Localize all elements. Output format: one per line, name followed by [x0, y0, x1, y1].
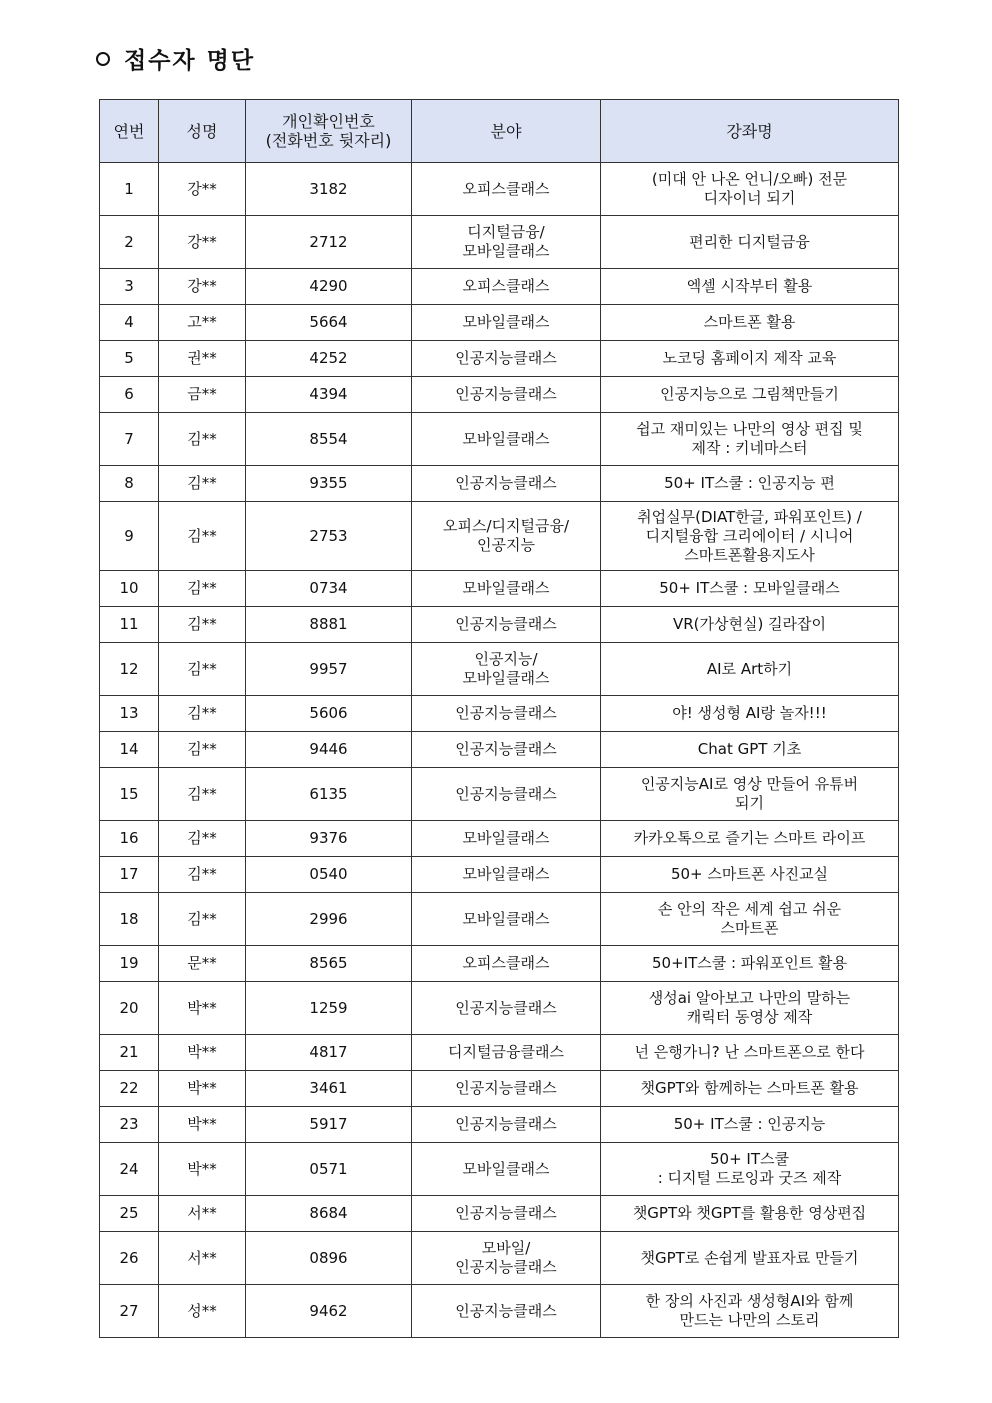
cell-field: 모바일클래스 — [412, 821, 601, 857]
cell-course: VR(가상현실) 길라잡이 — [601, 607, 899, 643]
cell-field: 모바일클래스 — [412, 305, 601, 341]
cell-code: 6135 — [246, 768, 412, 821]
cell-no: 7 — [100, 413, 159, 466]
cell-field: 인공지능클래스 — [412, 607, 601, 643]
cell-course: 한 장의 사진과 생성형AI와 함께 만드는 나만의 스토리 — [601, 1285, 899, 1338]
cell-name: 성** — [159, 1285, 246, 1338]
cell-field: 모바일클래스 — [412, 857, 601, 893]
cell-code: 3461 — [246, 1071, 412, 1107]
table-header-row — [100, 100, 899, 163]
cell-code: 8881 — [246, 607, 412, 643]
cell-code: 2712 — [246, 216, 412, 269]
cell-course: 카카오톡으로 즐기는 스마트 라이프 — [601, 821, 899, 857]
cell-course: 손 안의 작은 세계 쉽고 쉬운 스마트폰 — [601, 893, 899, 946]
cell-no: 16 — [100, 821, 159, 857]
cell-course: (미대 안 나온 언니/오빠) 전문 디자이너 되기 — [601, 163, 899, 216]
cell-name: 박** — [159, 1143, 246, 1196]
cell-no: 18 — [100, 893, 159, 946]
cell-course: 챗GPT로 손쉽게 발표자료 만들기 — [601, 1232, 899, 1285]
table-row — [100, 571, 899, 607]
cell-course: AI로 Art하기 — [601, 643, 899, 696]
table-row — [100, 696, 899, 732]
cell-no: 12 — [100, 643, 159, 696]
header-no: 연번 — [100, 100, 159, 163]
cell-field: 오피스/디지털금융/ 인공지능 — [412, 502, 601, 571]
cell-field: 인공지능클래스 — [412, 1107, 601, 1143]
cell-no: 20 — [100, 982, 159, 1035]
cell-name: 고** — [159, 305, 246, 341]
header-course: 강좌명 — [601, 100, 899, 163]
cell-name: 김** — [159, 768, 246, 821]
cell-code: 8565 — [246, 946, 412, 982]
cell-name: 박** — [159, 1071, 246, 1107]
circle-bullet-icon — [96, 52, 110, 66]
cell-code: 5917 — [246, 1107, 412, 1143]
table-row — [100, 1196, 899, 1232]
cell-code: 9462 — [246, 1285, 412, 1338]
cell-name: 김** — [159, 893, 246, 946]
cell-code: 9355 — [246, 466, 412, 502]
table-row — [100, 768, 899, 821]
cell-name: 김** — [159, 502, 246, 571]
table-row — [100, 502, 899, 571]
table-row — [100, 216, 899, 269]
cell-no: 23 — [100, 1107, 159, 1143]
cell-field: 인공지능클래스 — [412, 982, 601, 1035]
cell-course: 50+ IT스쿨 : 인공지능 — [601, 1107, 899, 1143]
cell-field: 인공지능/ 모바일클래스 — [412, 643, 601, 696]
cell-no: 8 — [100, 466, 159, 502]
cell-code: 2753 — [246, 502, 412, 571]
cell-no: 2 — [100, 216, 159, 269]
cell-course: 챗GPT와 함께하는 스마트폰 활용 — [601, 1071, 899, 1107]
cell-course: 50+IT스쿨 : 파워포인트 활용 — [601, 946, 899, 982]
cell-course: 넌 은행가니? 난 스마트폰으로 한다 — [601, 1035, 899, 1071]
cell-field: 디지털금융클래스 — [412, 1035, 601, 1071]
cell-name: 문** — [159, 946, 246, 982]
cell-field: 모바일클래스 — [412, 413, 601, 466]
cell-name: 박** — [159, 982, 246, 1035]
cell-field: 모바일/ 인공지능클래스 — [412, 1232, 601, 1285]
cell-field: 모바일클래스 — [412, 893, 601, 946]
cell-code: 9957 — [246, 643, 412, 696]
cell-name: 강** — [159, 216, 246, 269]
table-row — [100, 946, 899, 982]
cell-name: 김** — [159, 571, 246, 607]
cell-name: 강** — [159, 269, 246, 305]
cell-name: 김** — [159, 413, 246, 466]
table-row — [100, 413, 899, 466]
cell-field: 인공지능클래스 — [412, 732, 601, 768]
cell-field: 모바일클래스 — [412, 1143, 601, 1196]
cell-no: 3 — [100, 269, 159, 305]
table-row — [100, 821, 899, 857]
header-name: 성명 — [159, 100, 246, 163]
cell-code: 2996 — [246, 893, 412, 946]
section-heading — [96, 42, 255, 75]
cell-code: 4817 — [246, 1035, 412, 1071]
cell-name: 김** — [159, 466, 246, 502]
cell-field: 디지털금융/ 모바일클래스 — [412, 216, 601, 269]
table-row — [100, 269, 899, 305]
cell-name: 박** — [159, 1035, 246, 1071]
cell-name: 김** — [159, 607, 246, 643]
table-row — [100, 893, 899, 946]
cell-course: 인공지능AI로 영상 만들어 유튜버 되기 — [601, 768, 899, 821]
cell-field: 오피스클래스 — [412, 946, 601, 982]
cell-name: 김** — [159, 821, 246, 857]
cell-code: 1259 — [246, 982, 412, 1035]
cell-code: 0896 — [246, 1232, 412, 1285]
cell-course: 50+ IT스쿨 : 모바일클래스 — [601, 571, 899, 607]
cell-course: 스마트폰 활용 — [601, 305, 899, 341]
cell-code: 3182 — [246, 163, 412, 216]
cell-name: 강** — [159, 163, 246, 216]
cell-code: 9376 — [246, 821, 412, 857]
cell-no: 9 — [100, 502, 159, 571]
table-row — [100, 857, 899, 893]
cell-no: 5 — [100, 341, 159, 377]
cell-field: 인공지능클래스 — [412, 377, 601, 413]
cell-course: 생성ai 알아보고 나만의 말하는 캐릭터 동영상 제작 — [601, 982, 899, 1035]
cell-code: 4252 — [246, 341, 412, 377]
cell-field: 인공지능클래스 — [412, 768, 601, 821]
cell-course: 취업실무(DIAT한글, 파워포인트) / 디지털융합 크리에이터 / 시니어 스마트폰활용지도사 — [601, 502, 899, 571]
table-row — [100, 163, 899, 216]
applicant-table — [99, 99, 899, 1338]
cell-no: 1 — [100, 163, 159, 216]
cell-course: 50+ IT스쿨 : 디지털 드로잉과 굿즈 제작 — [601, 1143, 899, 1196]
cell-code: 4394 — [246, 377, 412, 413]
cell-field: 오피스클래스 — [412, 269, 601, 305]
table-row — [100, 1071, 899, 1107]
cell-no: 25 — [100, 1196, 159, 1232]
cell-code: 8554 — [246, 413, 412, 466]
table-row — [100, 643, 899, 696]
table-row — [100, 466, 899, 502]
cell-code: 4290 — [246, 269, 412, 305]
table-row — [100, 305, 899, 341]
cell-no: 10 — [100, 571, 159, 607]
cell-no: 13 — [100, 696, 159, 732]
cell-no: 11 — [100, 607, 159, 643]
cell-course: 야! 생성형 AI랑 놀자!!! — [601, 696, 899, 732]
table-row — [100, 607, 899, 643]
cell-field: 인공지능클래스 — [412, 1285, 601, 1338]
header-field: 분야 — [412, 100, 601, 163]
table-row — [100, 341, 899, 377]
cell-field: 인공지능클래스 — [412, 1196, 601, 1232]
cell-name: 금** — [159, 377, 246, 413]
cell-name: 김** — [159, 643, 246, 696]
cell-field: 인공지능클래스 — [412, 466, 601, 502]
cell-code: 8684 — [246, 1196, 412, 1232]
cell-name: 서** — [159, 1196, 246, 1232]
cell-no: 19 — [100, 946, 159, 982]
cell-no: 4 — [100, 305, 159, 341]
cell-name: 김** — [159, 732, 246, 768]
cell-course: 50+ 스마트폰 사진교실 — [601, 857, 899, 893]
cell-code: 5606 — [246, 696, 412, 732]
cell-no: 6 — [100, 377, 159, 413]
cell-name: 서** — [159, 1232, 246, 1285]
heading-title: 접수자 명단 — [124, 48, 256, 74]
cell-course: 엑셀 시작부터 활용 — [601, 269, 899, 305]
table-row — [100, 1143, 899, 1196]
cell-course: 노코딩 홈페이지 제작 교육 — [601, 341, 899, 377]
cell-no: 22 — [100, 1071, 159, 1107]
table-row — [100, 732, 899, 768]
table-row — [100, 982, 899, 1035]
cell-code: 0571 — [246, 1143, 412, 1196]
table-row — [100, 1285, 899, 1338]
cell-no: 27 — [100, 1285, 159, 1338]
cell-no: 21 — [100, 1035, 159, 1071]
cell-no: 15 — [100, 768, 159, 821]
cell-no: 26 — [100, 1232, 159, 1285]
cell-field: 인공지능클래스 — [412, 1071, 601, 1107]
cell-name: 김** — [159, 696, 246, 732]
cell-code: 5664 — [246, 305, 412, 341]
cell-field: 모바일클래스 — [412, 571, 601, 607]
header-code: 개인확인번호 (전화번호 뒷자리) — [246, 100, 412, 163]
cell-course: 쉽고 재미있는 나만의 영상 편집 및 제작 : 키네마스터 — [601, 413, 899, 466]
cell-code: 9446 — [246, 732, 412, 768]
table-row — [100, 1232, 899, 1285]
cell-name: 권** — [159, 341, 246, 377]
cell-field: 인공지능클래스 — [412, 341, 601, 377]
cell-name: 김** — [159, 857, 246, 893]
cell-course: 챗GPT와 챗GPT를 활용한 영상편집 — [601, 1196, 899, 1232]
table-row — [100, 377, 899, 413]
table-row — [100, 1035, 899, 1071]
cell-no: 14 — [100, 732, 159, 768]
cell-course: 인공지능으로 그림책만들기 — [601, 377, 899, 413]
cell-code: 0734 — [246, 571, 412, 607]
cell-course: Chat GPT 기초 — [601, 732, 899, 768]
cell-no: 24 — [100, 1143, 159, 1196]
cell-field: 인공지능클래스 — [412, 696, 601, 732]
cell-field: 오피스클래스 — [412, 163, 601, 216]
cell-course: 50+ IT스쿨 : 인공지능 편 — [601, 466, 899, 502]
cell-course: 편리한 디지털금융 — [601, 216, 899, 269]
cell-no: 17 — [100, 857, 159, 893]
table-row — [100, 1107, 899, 1143]
cell-name: 박** — [159, 1107, 246, 1143]
cell-code: 0540 — [246, 857, 412, 893]
